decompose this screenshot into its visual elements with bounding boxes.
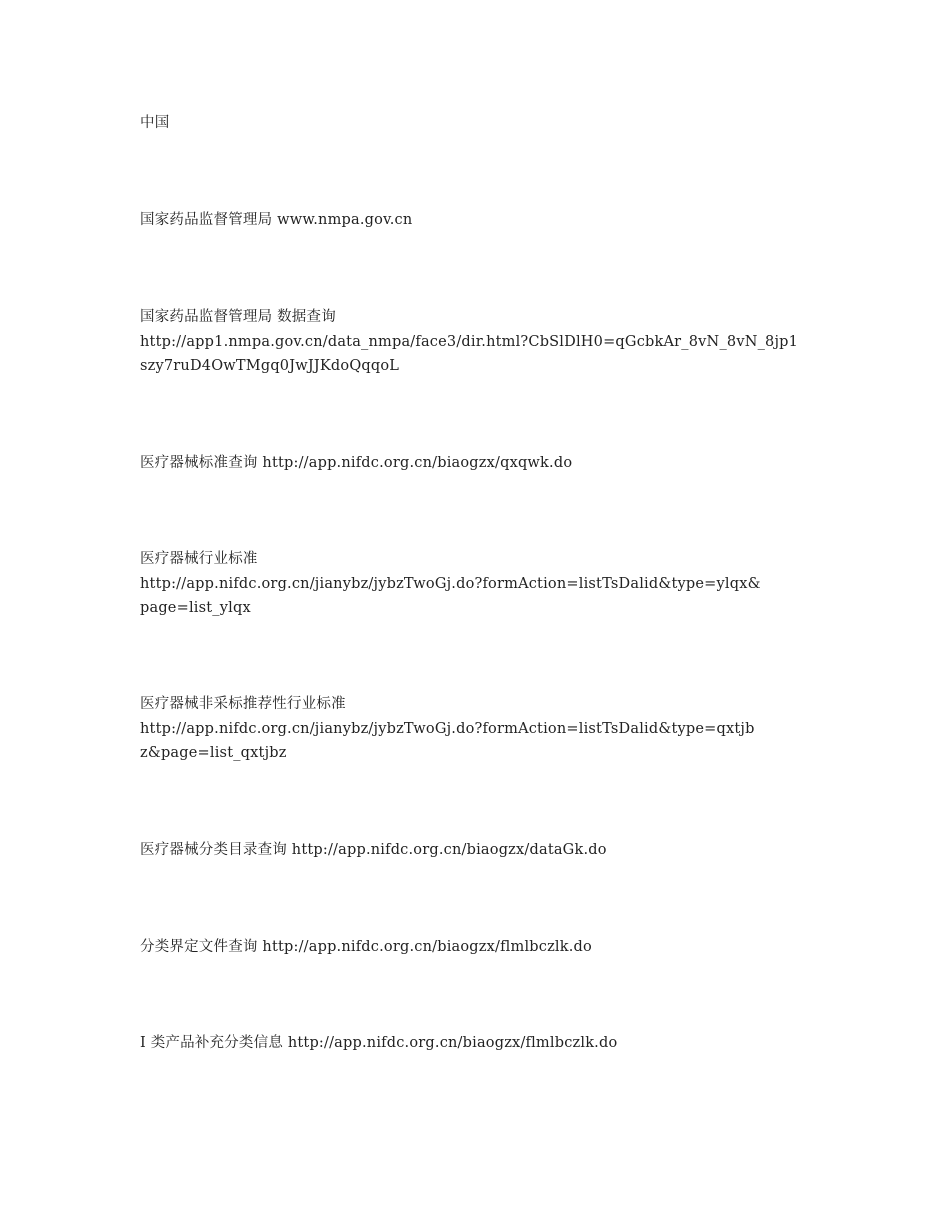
nmpa-website-line: 国家药品监督管理局 www.nmpa.gov.cn xyxy=(140,212,413,228)
nmpa-data-query-title: 国家药品监督管理局 数据查询 xyxy=(140,309,336,325)
classification-file-query-line: 分类界定文件查询 http://app.nifdc.org.cn/biaogzx/flmlbczlk.do xyxy=(140,939,592,955)
non-adopted-standard-url-part1: http://app.nifdc.org.cn/jianybz/jybzTwoGj.do?formAction=listTsDalid&type=qxtjb xyxy=(140,721,755,737)
device-industry-standard-title: 医疗器械行业标准 xyxy=(140,551,258,567)
heading-china: 中国 xyxy=(140,115,170,131)
nmpa-data-query-url-part2: szy7ruD4OwTMgq0JwJJKdoQqqoL xyxy=(140,358,400,374)
device-standard-query-line: 医疗器械标准查询 http://app.nifdc.org.cn/biaogzx/qxqwk.do xyxy=(140,455,573,471)
classification-catalog-line: 医疗器械分类目录查询 http://app.nifdc.org.cn/biaogzx/dataGk.do xyxy=(140,842,607,858)
non-adopted-standard-title: 医疗器械非采标推荐性行业标准 xyxy=(140,696,346,712)
nmpa-data-query-url-part1: http://app1.nmpa.gov.cn/data_nmpa/face3/dir.html?CbSlDlH0=qGcbkAr_8vN_8vN_8jp1 xyxy=(140,334,799,350)
class-one-supplement-line: I 类产品补充分类信息 http://app.nifdc.org.cn/biaogzx/flmlbczlk.do xyxy=(140,1035,618,1051)
device-industry-standard-url-part1: http://app.nifdc.org.cn/jianybz/jybzTwoGj.do?formAction=listTsDalid&type=ylqx& xyxy=(140,576,761,592)
device-industry-standard-url-part2: page=list_ylqx xyxy=(140,600,251,616)
non-adopted-standard-url-part2: z&page=list_qxtjbz xyxy=(140,745,287,761)
